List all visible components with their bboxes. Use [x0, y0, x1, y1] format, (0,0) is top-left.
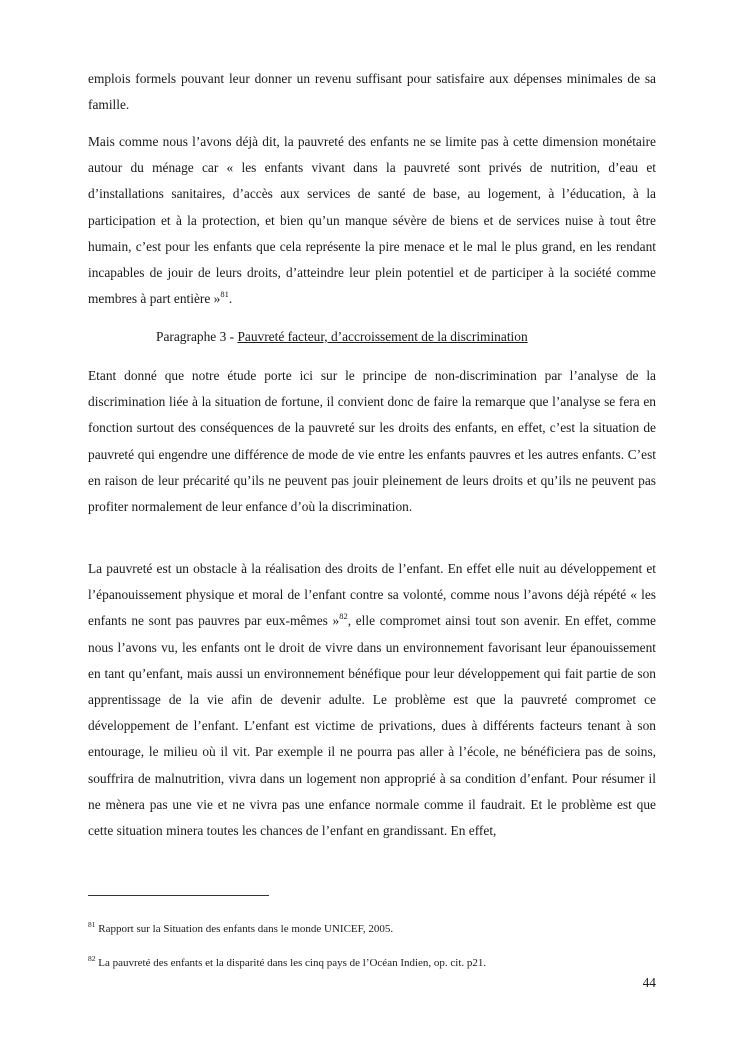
- footnote-81: [88, 922, 656, 936]
- footnote-ref-81[interactable]: 81: [220, 289, 229, 300]
- paragraph-text: Mais comme nous l’avons déjà dit, la pauvreté des enfants ne se limite pas à cette dimension monétaire autour du ménage car « les enfants vivant dans la pauvreté sont privés de nutrition, d’eau et d’installations sanitaires, d’accès aux services de santé de base, au logement, à l’éducation, à la participation et à la protection, et bien qu’un manque sévère de biens et de services nuise à tout être humain, c’est pour les enfants que cela représente la pire menace et le mal le plus grand, en les rendant incapables de jouir de leurs droits, d’atteindre leur plein potentiel et de participer à la société comme membres à part entière »: [88, 134, 656, 307]
- paragraph-child-poverty-dimension: [88, 129, 656, 312]
- paragraph-poverty-obstacle: [88, 556, 656, 844]
- section-heading-prefix: Paragraphe 3 -: [156, 329, 238, 344]
- paragraph-end-punct: .: [228, 291, 233, 307]
- footnote-separator: [88, 895, 269, 896]
- footnote-text: Rapport sur la Situation des enfants dans le monde UNICEF, 2005.: [98, 923, 394, 935]
- section-heading: [156, 324, 656, 350]
- footnote-text: La pauvreté des enfants et la disparité dans les cinq pays de l’Océan Indien, op. cit. p21.: [98, 957, 487, 969]
- footnote-ref-82[interactable]: 82: [339, 611, 348, 622]
- paragraph-intro-continuation: emplois formels pouvant leur donner un revenu suffisant pour satisfaire aux dépenses minimales de sa famille.: [88, 71, 656, 113]
- footnote-number: 81: [88, 920, 96, 929]
- paragraph-text: , elle compromet ainsi tout son avenir. En effet, comme nous l’avons vu, les enfants ont le droit de vivre dans un environnement favorisant leur épanouissement en tant qu’enfant, mais aussi un environnement bénéfique pour leur développement qui fait partie de son apprentissage de la vie afin de devenir adulte. Le problème est que la pauvreté compromet ce développement de l’enfant. L’enfant est victime de privations, dues à différents facteurs tenant à son entourage, le milieu où il vit. Par exemple il ne pourra pas aller à l’école, ne bénéficiera pas de soins, souffrira de malnutrition, vivra dans un logement non approprié à sa condition d’enfant. Pour résumer il ne mènera pas une vie et ne vivra pas une enfance normale comme il faudrait. Et le problème est que cette situation minera toutes les chances de l’enfant en grandissant. En effet,: [88, 613, 656, 839]
- footnote-82: [88, 956, 656, 970]
- footnote-number: 82: [88, 954, 96, 963]
- paragraph-study-scope: Etant donné que notre étude porte ici sur le principe de non-discrimination par l’analyse de la discrimination liée à la situation de fortune, il convient donc de faire la remarque que l’analyse se fera en fonction surtout des conséquences de la pauvreté sur les droits des enfants, en effet, c’est la situation de pauvreté qui engendre une différence de mode de vie entre les enfants pauvres et les autres enfants. C’est en raison de leur précarité qu’ils ne peuvent pas jouir pleinement de leurs droits et qu’ils ne peuvent pas profiter normalement de leur enfance d’où la discrimination.: [88, 368, 656, 515]
- page-number: 44: [642, 975, 656, 990]
- section-heading-title: Pauvreté facteur, d’accroissement de la discrimination: [237, 329, 528, 344]
- paragraph-text: La pauvreté est un obstacle à la réalisation des droits de l’enfant. En effet elle nuit au développement et l’épanouissement physique et moral de l’enfant contre sa volonté, comme nous l’avons déjà répété « les enfants ne sont pas pauvres par eux-mêmes »: [88, 561, 656, 629]
